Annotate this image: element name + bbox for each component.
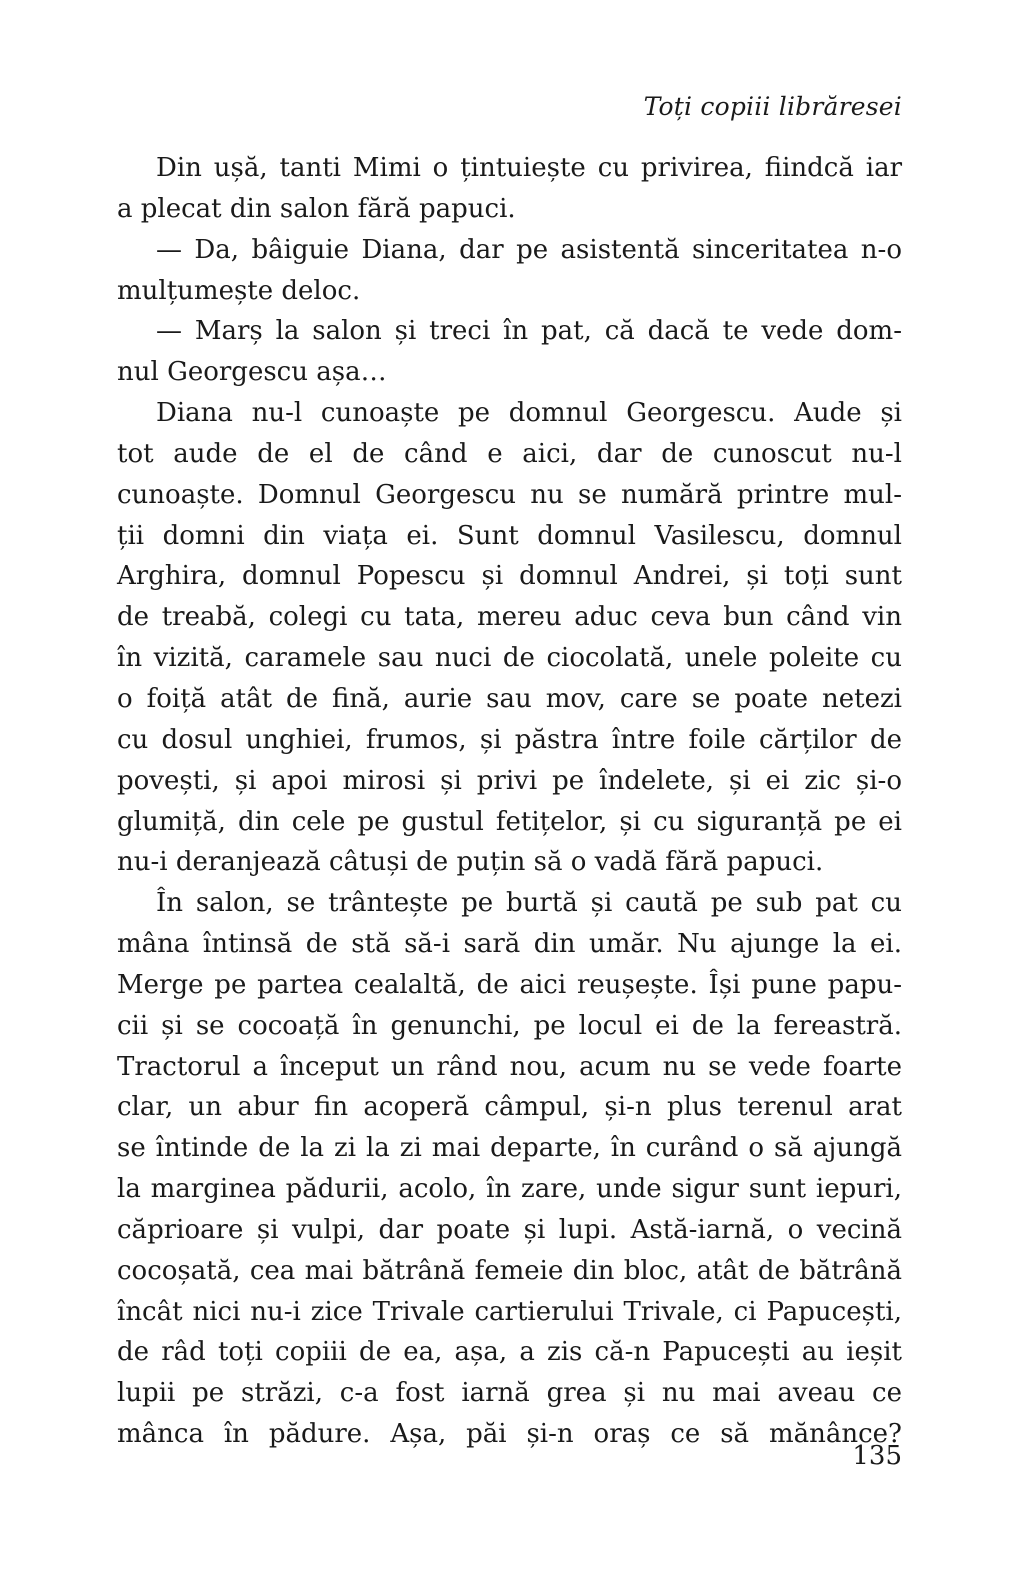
- text-line: se întinde de la zi la zi mai departe, în curând o să ajungă: [117, 1133, 902, 1164]
- text-line: în vizită, caramele sau nuci de ciocolată, unele poleite cu: [117, 643, 902, 674]
- text-line: nu-i deranjează câtuși de puțin să o vadă fără papuci.: [117, 847, 824, 878]
- text-line: povești, și apoi mirosi și privi pe îndelete, și ei zic și-o: [117, 765, 902, 796]
- text-line: — Marș la salon și treci în pat, că dacă te vede dom-: [156, 316, 902, 347]
- text-line: Din ușă, tanti Mimi o țintuiește cu privirea, fiindcă iar: [156, 153, 902, 183]
- text-line: Tractorul a început un rând nou, acum nu se vede foarte: [117, 1051, 902, 1082]
- text-line: de treabă, colegi cu tata, mereu aduc ceva bun când vin: [117, 602, 902, 633]
- text-line: căprioare și vulpi, dar poate și lupi. Astă-iarnă, o vecină: [117, 1214, 902, 1245]
- text-line: tot aude de el de când e aici, dar de cunoscut nu-l: [117, 438, 902, 469]
- text-line: cocoșată, cea mai bătrână femeie din bloc, atât de bătrână: [117, 1255, 902, 1286]
- text-line: În salon, se trântește pe burtă și caută pe sub pat cu: [156, 888, 902, 919]
- text-line: Arghira, domnul Popescu și domnul Andrei, și toți sunt: [117, 561, 902, 592]
- text-line: clar, un abur fin acoperă câmpul, și-n plus terenul arat: [117, 1092, 902, 1123]
- text-line: cunoaște. Domnul Georgescu nu se numără printre mul-: [117, 479, 902, 510]
- text-line: ții domni din viața ei. Sunt domnul Vasilescu, domnul: [117, 520, 902, 551]
- text-line: mulțumește deloc.: [117, 275, 361, 306]
- text-line: mânca în pădure. Așa, păi și-n oraș ce să mănânce?: [117, 1419, 902, 1450]
- body-text: [117, 148, 902, 1455]
- text-line: Merge pe partea cealaltă, de aici reușește. Își pune papu-: [117, 969, 902, 1000]
- text-line: nul Georgescu așa…: [117, 357, 387, 388]
- text-line: o foiță atât de fină, aurie sau mov, care se poate netezi: [117, 683, 902, 714]
- running-head: Toți copiii librăresei: [643, 92, 902, 121]
- text-line: cii și se cocoață în genunchi, pe locul ei de la fereastră.: [117, 1010, 902, 1041]
- text-line: Diana nu-l cunoaște pe domnul Georgescu. Aude și: [156, 398, 902, 429]
- text-line: încât nici nu-i zice Trivale cartierului Trivale, ci Papucești,: [117, 1296, 902, 1327]
- text-line: glumiță, din cele pe gustul fetițelor, și cu siguranță pe ei: [117, 806, 902, 837]
- text-line: mâna întinsă de stă să-i sară din umăr. Nu ajunge la ei.: [117, 929, 902, 960]
- text-line: la marginea pădurii, acolo, în zare, unde sigur sunt iepuri,: [117, 1174, 902, 1205]
- text-line: — Da, bâiguie Diana, dar pe asistentă sinceritatea n-o: [156, 234, 902, 265]
- text-line: lupii pe străzi, c-a fost iarnă grea și nu mai aveau ce: [117, 1378, 902, 1409]
- text-line: de râd toți copiii de ea, așa, a zis că-n Papucești au ieșit: [117, 1337, 902, 1368]
- page-number: 135: [852, 1441, 902, 1471]
- text-line: a plecat din salon fără papuci.: [117, 193, 516, 224]
- text-line: cu dosul unghiei, frumos, și păstra între foile cărților de: [117, 724, 902, 755]
